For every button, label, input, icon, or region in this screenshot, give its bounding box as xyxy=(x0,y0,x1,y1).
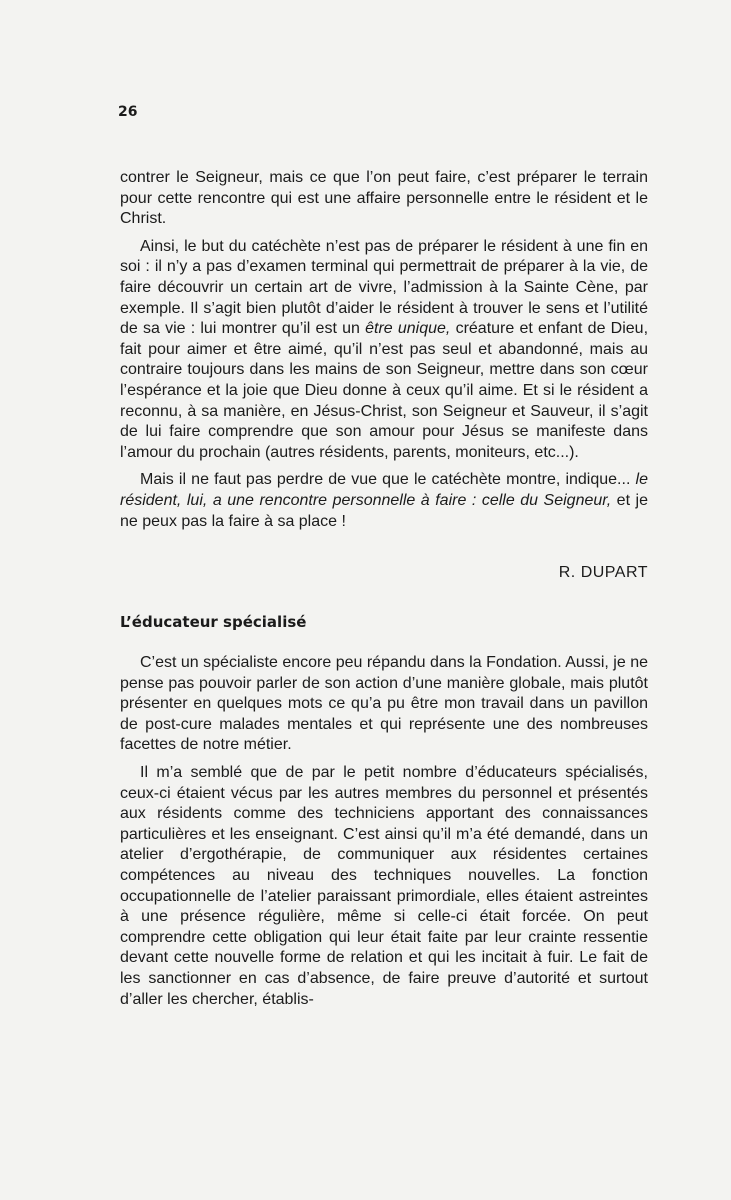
paragraph xyxy=(120,470,648,532)
paragraph xyxy=(120,237,648,464)
text-run: Mais il ne faut pas perdre de vue que le catéchète montre, indique... xyxy=(140,471,631,489)
author-signature: R. DUPART xyxy=(558,564,648,581)
italic-text-run: être unique, xyxy=(365,320,451,338)
section-heading: L’éducateur spécialisé xyxy=(120,613,307,631)
article-educateur-body xyxy=(120,653,648,1017)
paragraph: contrer le Seigneur, mais ce que l’on peut faire, c’est préparer le terrain pour cette rencontre qui est une affaire personnelle entre le résident et le Christ. xyxy=(120,169,648,228)
text-run: et je ne peux pas la faire à sa place ! xyxy=(120,491,648,530)
page-number: 26 xyxy=(118,104,138,120)
article-catechete-body xyxy=(120,168,648,539)
paragraph: C’est un spécialiste encore peu répandu dans la Fondation. Aussi, je ne pense pas pouvoir parler de son action d’une manière globale, mais plutôt présenter en quelques mots ce qu’a pu être mon travail dans un pavillon de post-cure malades mentales et qui représente une des nombreuses facettes de notre métier. xyxy=(120,654,648,754)
italic-text-run: le résident, lui, a une rencontre personnelle à faire : celle du Seigneur, xyxy=(120,471,648,509)
text-run: créature et enfant de Dieu, fait pour aimer et être aimé, qu’il n’est pas seul et abandonné, mais au contraire toujours dans les mains de son Seigneur, mettre dans son cœur l’espérance et la joie que Dieu donne à ceux qu’il aime. Et si le résident a reconnu, à sa manière, en Jésus-Christ, son Seigneur et Sauveur, il s’agit de lui faire comprendre que son amour pour Jésus se manifeste dans l’amour du prochain (autres résidents, parents, moniteurs, etc...). xyxy=(120,320,649,461)
paragraph: Il m’a semblé que de par le petit nombre d’éducateurs spécialisés, ceux-ci étaient vécus par les autres membres du personnel et présentés aux résidents comme des techniciens apportant des connaissances particulières et les enseignant. C’est ainsi qu’il m’a été demandé, dans un atelier d’ergothérapie, de communiquer aux résidentes certaines compétences au niveau des techniques nouvelles. La fonction occupationnelle de l’atelier paraissant primordiale, elles étaient astreintes à une présence régulière, même si celle-ci était forcée. On peut comprendre cette obligation qui leur était faite par leur crainte ressentie devant cette nouvelle forme de relation et qui les incitait à fuir. Le fait de les sanctionner en cas d’absence, de faire preuve d’autorité et surtout d’aller les chercher, établis- xyxy=(120,763,648,1008)
text-run: Ainsi, le but du catéchète n’est pas de préparer le résident à une fin en soi : il n’y a pas d’examen terminal qui permettrait de préparer à la vie, de faire découvrir un certain art de vivre, l’admission à la Sainte Cène, par exemple. Il s’agit bien plutôt d’aider le résident à trouver le sens et l’utilité de sa vie : lui montrer qu’il est un xyxy=(120,237,648,338)
